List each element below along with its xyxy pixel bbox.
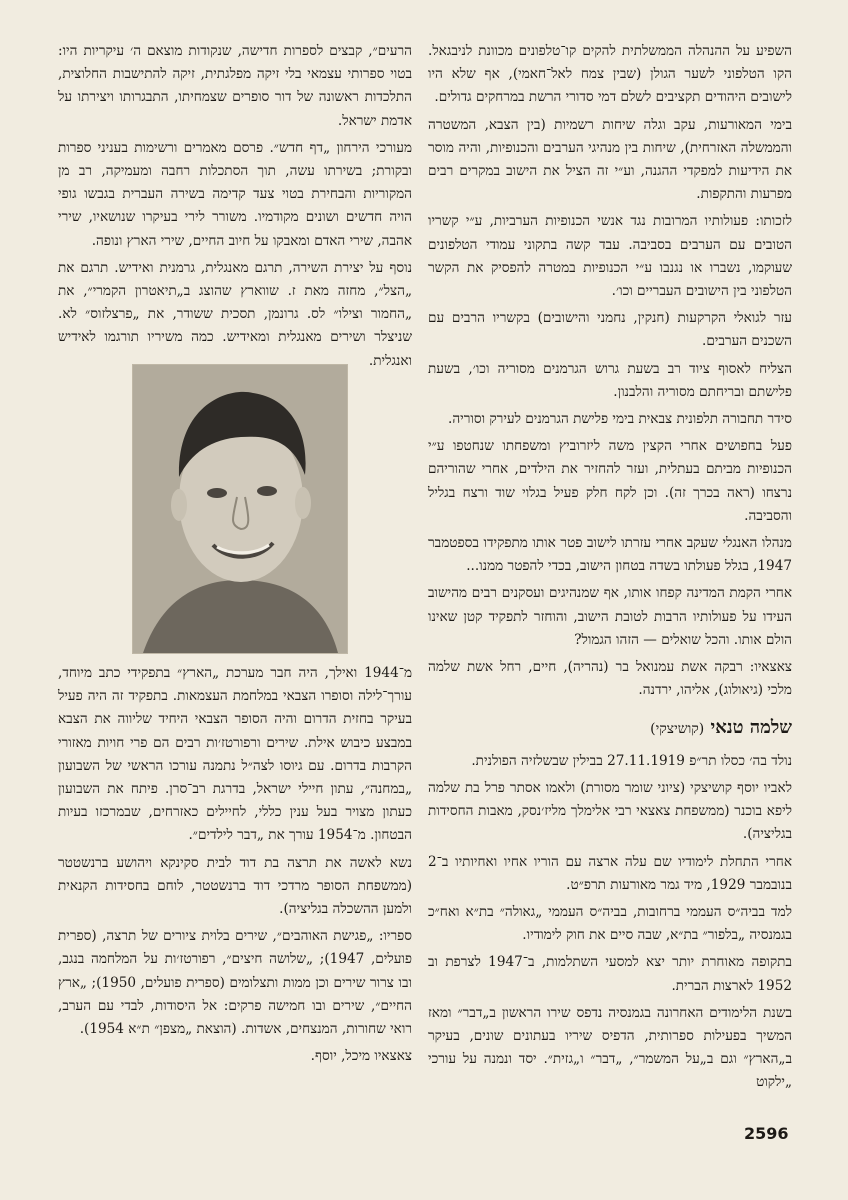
paragraph: השפיע על ההנהלה הממשלתית להקים קו־טלפונים מכוונת לניבגאל. הקו הטלפוני לשער הגולן (שבין צמח לאל־חאמי), אף שלא היו לישובים היהודים תקציבים לשלם דמי סדורי הרשת במרחקים גדולים. (428, 43, 792, 106)
paragraph: הרעים״, קבצים לספרות חדישה, שנקודות מוצאם ה׳ עיקריות היו: בטוי ספרותי עצמאי בלי זיקה מפלגתית, זיקה להתישבות החלוצית, התלכדות ראשונה של דור סופרים שצמחיתו, התבגרותו ויצירתו על אדמת ישראל. (58, 43, 412, 129)
left-column (58, 40, 412, 377)
paragraph: נוסף על יצירת השירה, תרגם מאנגלית, גרמנית ואידיש. תרגם את „הצל״, מחזה מאת ז. שווארץ שהוצג ב„תיאטרון הקמרי״, את „החמור וצילו״ לס. גרונמן, תסכית ששודר, את „פרצלזוס״ לא. שניצלר ושירים מאנגלית ומאידיש. כמה משיריו תורגמו לאידיש ואנגלית. (58, 259, 412, 369)
right-column (428, 40, 792, 1099)
bio-paragraph: נולד בה׳ כסלו תר״פ 27.11.1919 בבילין שבשלזיה הפולנית. (471, 752, 792, 769)
bio-paragraph: למד בביה״ס העממי ברחובות, בביה״ס העממי „גאולה״ בת״א ואח״כ בגמנסיה „בלפור״ בת״א, שבה סיים את חוק לימודיו. (428, 903, 792, 944)
paragraph: סידר תחבורה תלפונית צבאית בימי פלישת הגרמנים לעירק וסוריה. (448, 411, 792, 428)
portrait-photo (132, 364, 348, 654)
paragraph: מנהלו האנגלי שעקב אחרי עזרתו לישוב פטר אותו מתפקידו בספטמבר 1947, בגלל פעולתו בשדה בטחון הישוב, בכדי להפטר ממנו... (428, 535, 792, 575)
paragraph: ספריו: „פגישת האוהבים״, שירים בלוית ציורים של תרצה, (ספרית פועלים, 1947); „שלושה חיצים״, רפורטז׳ות על המלחמה בנגב, ובו צרור שירים וכן ממות ותצלומים (ספרית פועלים, 1950); „ארץ החיים״, שירים ובו חמישה פרקים: אל היסודות, לבדי עם הערב, רואי שחורות, המנצחים, אשדות. (הוצאת „מצפן״ ת״א 1954). (58, 928, 412, 1038)
paragraph: צאצאיו מיכל, יוסף. (310, 1048, 412, 1065)
page-number: 2596 (744, 1124, 789, 1143)
bio-paragraph: בשנת הלימודים האחרונה בגמנסיה נדפס שירו הראשון ב„דבר״ ומאז המשיך בפעילות ספרותית, הדפיס שיריו בעתונים שונים, בעיקר ב„הארץ״ וגם ב„על המשמר״, „דבר״ ו„גזית״. יסד ונמנה על עורכי „ילקוט (428, 1004, 792, 1091)
paragraph: לזכותו: פעולותיו המרובות נגד אנשי הכנופיות הערביות, ע״י קשריו הטובים עם הערבים בסביבה. עבד קשה בתקוני עמודי הטלפונים שעוקמו, נשברו או נגנבו ע״י הכנופיות במטרה להפסיק את הקשר הטלפוני בין הישובים העבריים וכו׳. (428, 213, 792, 300)
paragraph: הצליח לאסוף ציוד רב בשעת גרוש הגרמנים מסוריה וכו׳, בשעת פלישתם ובריחתם מסוריה והלבנון. (428, 360, 792, 400)
entry-name: שלמה טנאי (710, 717, 792, 739)
paragraph: אחרי הקמת המדינה קפחו אותו, אף שמנהיגים ועסקנים רבים מהישוב העידו על פעולותיו הרבות לטובת הישוב, והוחזר לתפקיד קטן שאינו הולם אותו. והכל שואלים — הזהו הגמול? (428, 585, 792, 648)
paragraph: בימי המאורעות, עקב וגלה שיחות רשמיות (בין הצבא, המשטרה והממשלה האזרחית), שיחות בין מנהיגי הערבים והכנופיות, והיה מוסר את הידיעות למפקדי ההגנה, וע״י זה הציל את הישוב במקרים רבים מפרעות והתקפות. (428, 116, 792, 203)
paragraph: מ־1944 ואילך, היה חבר מערכת „הארץ״ בתפקידי כתב מיוחד, עורך־לילה וסופרו הצבאי במלחמת העצמאות. בתפקיד זה היה פעיל בעיקר בחזית הדרום והיה הסופר הצבאי היחיד שליווה את הצבא במבצע כיבוש אילת. שירים ורפורטז׳ות רבים הם פרי חויות מאזורי הקרבות בדרום. עם גיוסו לצה״ל נתמנה עורכו הראשי של השבועון „במחנה״, עתון חיילי ישראל, בדרגת רב־סרן. פיתח את השבועון כעתון מצויר בעל ענין כללי, לחיילים כאזרחים, שבמרכזו בעיות הבטחון. מ־1954 עורך את „דבר לילדים״. (58, 665, 412, 844)
bio-paragraph: לאביו יוסף קושיצקי (ציוני שומר מסורת) ולאמו אסתר פרל בת שלמה ליפא בוכנר (ממשפחת צאצאי רבי אלימלך מליז׳נסק, מאבות החסידות בגליציה). (428, 779, 792, 843)
paragraph: עזר לגואלי הקרקעות (חנקין, נחמני והישובים) בקשריו הרבים עם השכנים הערבים. (428, 310, 792, 350)
entry-name-alt: (קושיצקי) (650, 721, 705, 738)
paragraph: נשא לאשה את תרצה בת דוד לבית סקינקא ויהושע ברנשטטר (ממשפחת הסופר מרדכי דוד ברנשטטר, לוחם בחסידות הקנאית ולמען ההשכלה בגליציה). (58, 854, 412, 918)
bio-paragraph: בתקופה מאוחרת יותר יצא למסעי השתלמות, ב־1947 לצרפת וב 1952 לארצות הברית. (428, 954, 792, 994)
portrait-image (133, 365, 347, 653)
paragraph: מעורכי הירחון „דף חדש״. פרסם מאמרים ורשימות בעניני ספרות ובקורת; בשירתו עשה, תוך הסתכלות רחבה ומעמיקה, רב מן המקוריות והבחירת בטוי צעד קדימה בשירה העברית בגבשו גופי הויה חדשים ושונים מקודמיו. משורר לירי בעיקרו שנושאיו, שירי אהבה, שירי האדם ומאבקו על חיוב החיים, שירי הארץ ונופה. (58, 139, 412, 249)
entry-heading (428, 716, 792, 741)
bio-paragraph: אחרי התחלת לימודיו שם עלה ארצה עם הוריו אחיו ואחיותיו ב־2 בנובמבר 1929, מיד גמר מאורעות תרפ״ט. (428, 853, 792, 893)
paragraph: פעל בחפושים אחרי הקצין משה ליזרוביץ ומשפחתו שנחטפו ע״י הכנופיות מביתם בעתלית, ועזר להחזיר את הילדים, אחרי שהוריהם נרצחו (ראה בכרך זה). וכן לקח חלק פעיל בגלוי שוד ורצח בגליל והסביבה. (428, 438, 792, 524)
lower-left-column (58, 662, 412, 1072)
paragraph: צאצאיו: רבקה אשת עמנואל בר (נהריה), חיים, רחל אשת שלמה מלכי (גיאולוג), אליהו, ירדנה. (428, 659, 792, 699)
